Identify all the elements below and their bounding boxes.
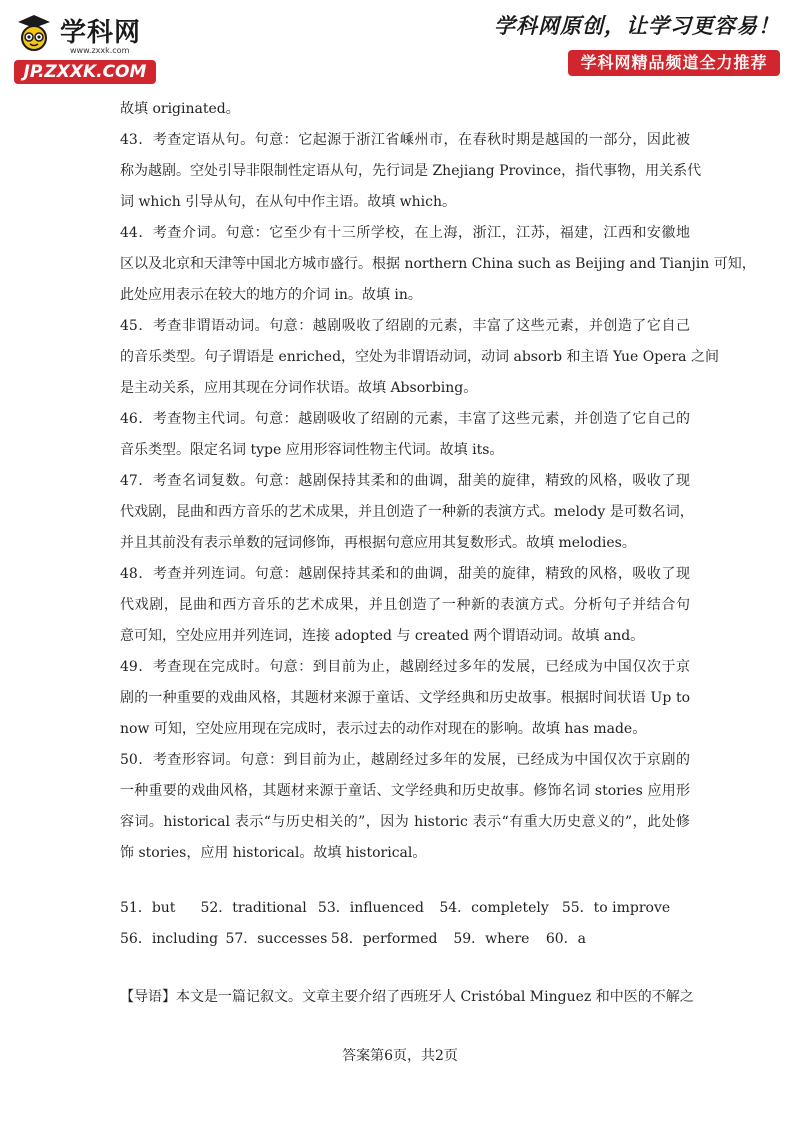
answer-item: 51．but [120, 900, 176, 916]
text-line: 词 which 引导从句，在从句中作主语。故填 which。 [120, 194, 457, 210]
text-line: 49．考查现在完成时。句意：到目前为止，越剧经过多年的发展，已经成为中国仅次于京 [120, 659, 690, 675]
answer-row [120, 893, 720, 924]
answer-item: 57．successes [225, 931, 328, 947]
text-line: 50．考查形容词。句意：到目前为止，越剧经过多年的发展，已经成为中国仅次于京剧的 [120, 752, 690, 768]
answer-explanations [120, 94, 756, 869]
answer-item: 54．completely [439, 900, 549, 916]
text-line: 46．考查物主代词。句意：越剧吸收了绍剧的元素，丰富了这些元素，并创造了它自己的 [120, 411, 690, 427]
text-line: 饰 stories，应用 historical。故填 historical。 [120, 845, 427, 861]
page-header [0, 0, 800, 90]
text-line: 45．考查非谓语动词。句意：越剧吸收了绍剧的元素，丰富了这些元素，并创造了它自己 [120, 318, 690, 334]
text-line: 剧的一种重要的戏曲风格，其题材来源于童话、文学经典和历史故事。根据时间状语 Up to [120, 690, 690, 706]
answer-item: 55．to improve [561, 900, 671, 916]
text-line: 一种重要的戏曲风格，其题材来源于童话、文学经典和历史故事。修饰名词 stories 应用形 [120, 783, 690, 799]
logo-badge[interactable]: JP.ZXXK.COM [14, 60, 156, 84]
text-line: 44．考查介词。句意：它至少有十三所学校，在上海，浙江，江苏，福建，江西和安徽地 [120, 225, 690, 241]
slogan [494, 10, 780, 40]
text-line: 代戏剧，昆曲和西方音乐的艺术成果，并且创造了一种新的表演方式。分析句子并结合句 [120, 597, 690, 613]
text-line: 故填 originated。 [120, 101, 240, 117]
answer-item: 53．influenced [317, 900, 424, 916]
text-line: 区以及北京和天津等中国北方城市盛行。根据 northern China such as Beijing and Tianjin 可知， [120, 256, 756, 272]
answer-key [120, 893, 720, 955]
text-line: 音乐类型。限定名词 type 应用形容词性物主代词。故填 its。 [120, 442, 504, 458]
text-line: 称为越剧。空处引导非限制性定语从句，先行词是 Zhejiang Province，指代事物，用关系代 [120, 163, 702, 179]
text-line: 是主动关系，应用其现在分词作状语。故填 Absorbing。 [120, 380, 478, 396]
channel-badge[interactable]: 学科网精品频道全力推荐 [568, 50, 780, 76]
answer-item: 60．a [545, 931, 586, 947]
answer-row [120, 924, 720, 955]
text-line: 此处应用表示在较大的地方的介词 in。故填 in。 [120, 287, 422, 303]
text-line: 43．考查定语从句。句意：它起源于浙江省嵊州市，在春秋时期是越国的一部分，因此被 [120, 132, 690, 148]
text-line: now 可知，空处应用现在完成时，表示过去的动作对现在的影响。故填 has made。 [120, 721, 647, 737]
text-line: 意可知，空处应用并列连词，连接 adopted 与 created 两个谓语动词。故填 and。 [120, 628, 645, 644]
text-line: 48．考查并列连词。句意：越剧保持其柔和的曲调，甜美的旋律，精致的风格，吸收了现 [120, 566, 690, 582]
site-logo[interactable] [12, 8, 162, 80]
answer-item: 52．traditional [200, 900, 307, 916]
answer-item: 59．where [453, 931, 530, 947]
text-line: 容词。historical 表示“与历史相关的”，因为 historic 表示“有重大历史意义的”，此处修 [120, 814, 690, 830]
logo-url: www.zxxk.com [70, 46, 130, 55]
answer-item: 58．performed [330, 931, 438, 947]
answer-item: 56．including [120, 931, 219, 947]
text-line: 代戏剧，昆曲和西方音乐的艺术成果，并且创造了一种新的表演方式。melody 是可数名词， [120, 504, 694, 520]
slogan-part1: 学科网原创， [494, 13, 626, 38]
slogan-part2: 让学习更容易！ [626, 13, 780, 38]
reading-guide: 【导语】本文是一篇记叙文。文章主要介绍了西班牙人 Cristóbal Minguez 和中医的不解之 [120, 989, 694, 1005]
text-line: 47．考查名词复数。句意：越剧保持其柔和的曲调，甜美的旋律，精致的风格，吸收了现 [120, 473, 690, 489]
text-line: 并且其前没有表示单数的冠词修饰，再根据句意应用其复数形式。故填 melodies。 [120, 535, 636, 551]
text-line: 的音乐类型。句子谓语是 enriched，空处为非谓语动词，动词 absorb 和主语 Yue Opera 之间 [120, 349, 719, 365]
page-footer: 答案第6页，共2页 [342, 1048, 458, 1064]
logo-title: 学科网 [60, 18, 142, 48]
mascot-icon [14, 12, 54, 52]
